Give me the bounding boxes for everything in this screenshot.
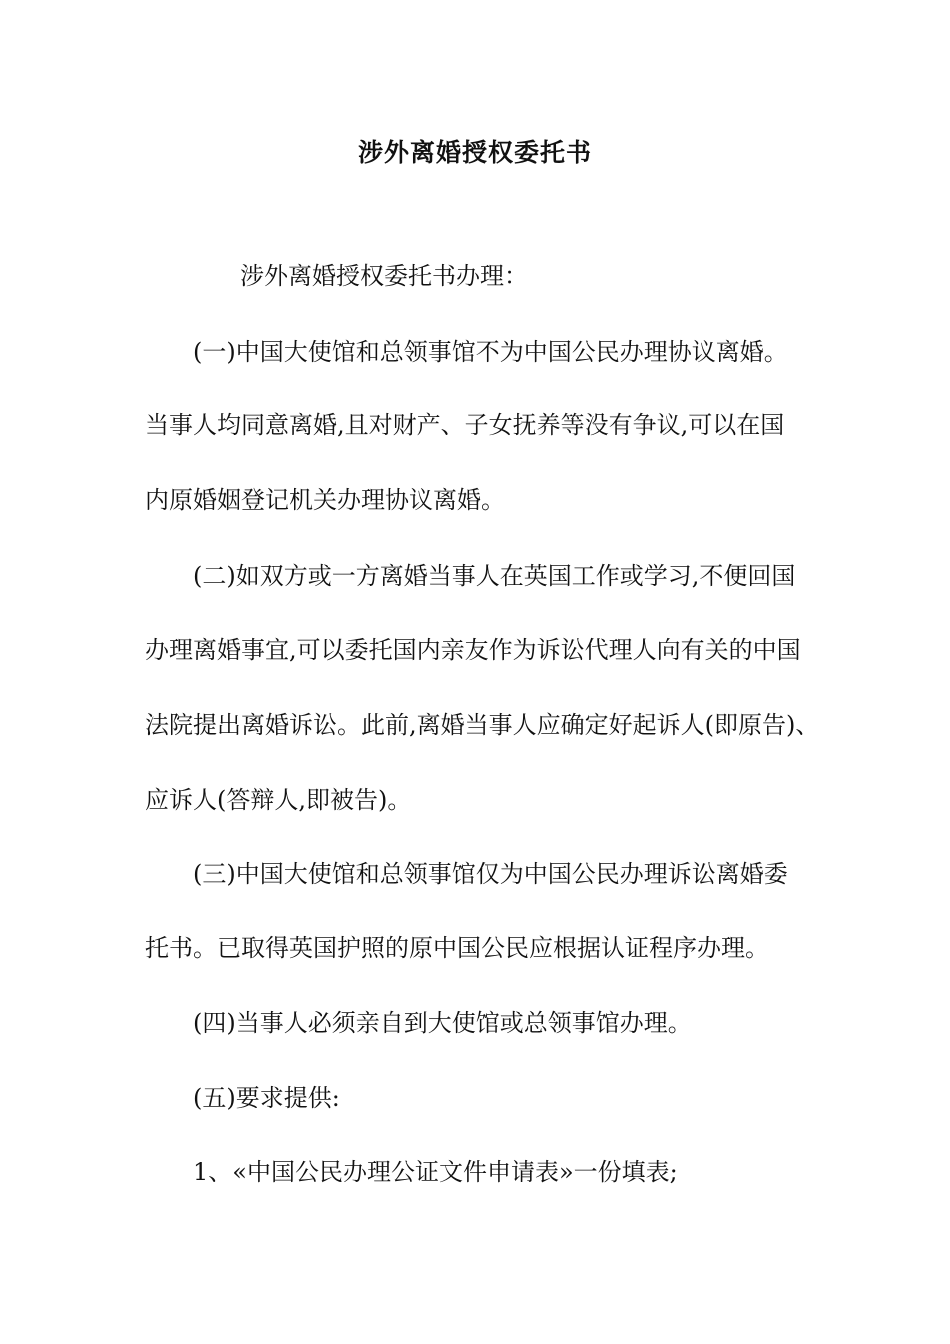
paragraph-line: 1、«中国公民办理公证文件申请表»一份填表; <box>193 1158 678 1186</box>
paragraph-line: 内原婚姻登记机关办理协议离婚。 <box>145 486 505 514</box>
paragraph-line: (一)中国大使馆和总领事馆不为中国公民办理协议离婚。 <box>193 338 788 366</box>
paragraph-line: (四)当事人必须亲自到大使馆或总领事馆办理。 <box>193 1009 692 1037</box>
paragraph-line: 涉外离婚授权委托书办理： <box>240 262 528 290</box>
paragraph-line: 法院提出离婚诉讼。此前,离婚当事人应确定好起诉人(即原告)、 <box>145 711 820 739</box>
paragraph-line: (五)要求提供: <box>193 1084 340 1112</box>
paragraph-line: 当事人均同意离婚,且对财产、子女抚养等没有争议,可以在国 <box>145 411 785 439</box>
paragraph-line: 办理离婚事宜,可以委托国内亲友作为诉讼代理人向有关的中国 <box>145 636 801 664</box>
paragraph-line: (三)中国大使馆和总领事馆仅为中国公民办理诉讼离婚委 <box>193 860 788 888</box>
paragraph-line: 托书。已取得英国护照的原中国公民应根据认证程序办理。 <box>145 934 769 962</box>
paragraph-line: (二)如双方或一方离婚当事人在英国工作或学习,不便回国 <box>193 562 796 590</box>
paragraph-line: 应诉人(答辩人,即被告)。 <box>145 786 412 814</box>
document-title: 涉外离婚授权委托书 <box>357 138 592 167</box>
